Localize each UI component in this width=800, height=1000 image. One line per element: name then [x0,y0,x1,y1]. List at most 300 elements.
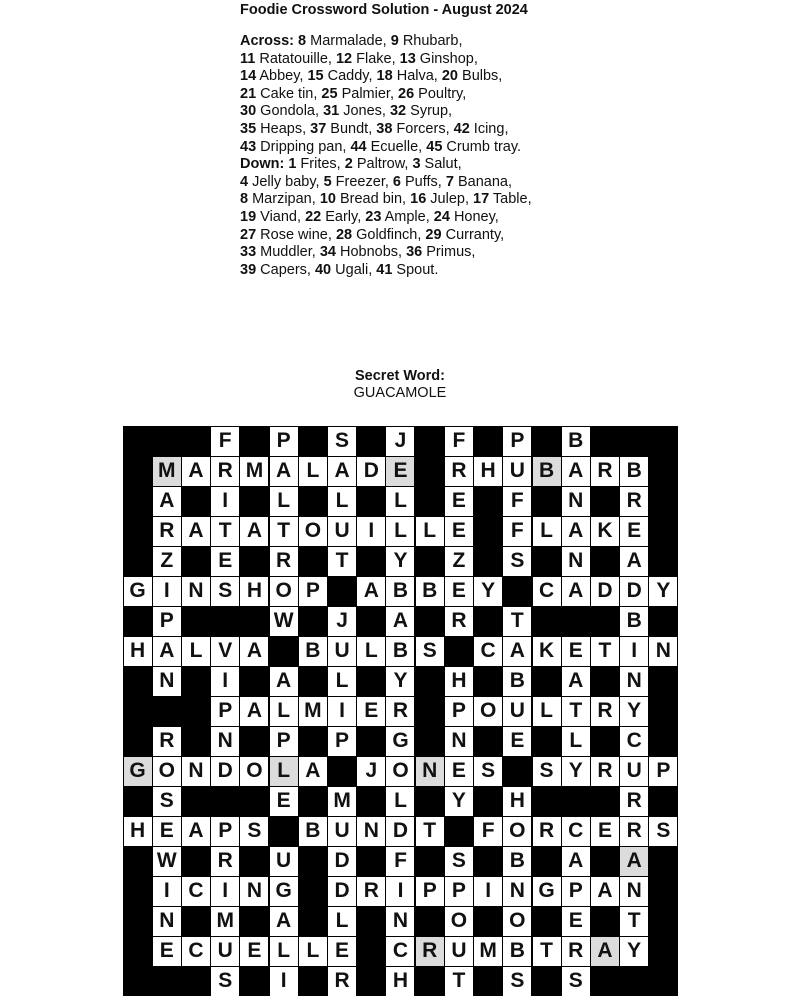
clue-number: 38 [376,120,393,137]
grid-cell: P [270,727,298,756]
grid-cell: E [153,937,181,966]
grid-cell: I [357,517,385,546]
grid-cell: A [562,457,590,486]
clue-number: 35 [240,120,257,137]
grid-cell: A [328,457,356,486]
grid-cell: M [211,907,239,936]
grid-cell: T [328,547,356,576]
grid-cell: P [270,427,298,456]
grid-cell: F [386,847,414,876]
clue-number: 24 [433,208,450,225]
grid-cell: P [445,877,473,906]
grid-cell: L [299,937,327,966]
grid-cell: S [533,757,561,786]
grid-cell: U [620,757,648,786]
clue-number: 32 [389,103,407,120]
clue-answer: Forcers, [392,120,454,137]
grid-cell: C [386,937,414,966]
clue-line [240,139,660,157]
clue-number: 13 [399,50,416,67]
grid-cell: P [299,577,327,606]
grid-cell: P [153,607,181,636]
grid-cell: F [503,517,531,546]
grid-cell: E [445,517,473,546]
clue-number: 3 [412,156,421,173]
grid-cell: I [211,667,239,696]
grid-cell: S [328,427,356,456]
grid-cell: A [182,817,210,846]
clue-answer: Early, [321,208,366,225]
clue-number: 10 [319,191,336,208]
grid-cell: A [357,577,385,606]
grid-cell: R [591,697,619,726]
grid-cell: I [153,877,181,906]
clue-answer: Gondola, [256,103,324,120]
grid-cell: O [386,757,414,786]
grid-cell: A [386,607,414,636]
grid-cell: N [445,727,473,756]
grid-cell: E [445,577,473,606]
grid-cell: H [124,637,152,666]
grid-cell: U [211,937,239,966]
clue-answer: Curranty, [441,226,505,243]
grid-cell: P [416,877,444,906]
grid-cell: Y [649,577,677,606]
grid-cell: V [211,637,239,666]
grid-cell: S [211,967,239,996]
clue-line [240,33,660,51]
grid-cell: E [270,787,298,816]
clue-number: 29 [425,226,442,243]
grid-cell: R [445,607,473,636]
grid-cell: F [503,487,531,516]
clue-number: 2 [344,156,353,173]
clue-number: 20 [441,68,458,85]
clue-answer: Viand, [256,208,306,225]
clue-answer: Crumb tray. [442,138,522,155]
grid-cell: O [503,907,531,936]
grid-cell: M [328,787,356,816]
grid-cell: S [240,817,268,846]
clue-answer: Bread bin, [335,191,411,208]
grid-cell: P [211,817,239,846]
grid-cell: B [503,847,531,876]
grid-cell: N [182,577,210,606]
grid-cell: A [182,517,210,546]
grid-cell: E [562,907,590,936]
grid-cell: N [240,877,268,906]
grid-cell: Z [153,547,181,576]
grid-cell: D [357,457,385,486]
clue-number: 9 [390,33,399,49]
clues-list [240,33,660,279]
grid-cell: D [328,847,356,876]
grid-cell: H [386,967,414,996]
grid-cell: G [533,877,561,906]
grid-cell: O [503,817,531,846]
grid-cell: A [620,547,648,576]
grid-cell: E [620,517,648,546]
clue-number: 17 [473,191,490,208]
clue-answer: Spout. [392,261,439,278]
grid-cell: B [386,577,414,606]
grid-cell: P [562,877,590,906]
grid-cell: L [270,487,298,516]
grid-cell: S [153,787,181,816]
secret-word-label: Secret Word: [355,368,445,384]
grid-cell: N [620,877,648,906]
grid-cell: C [474,637,502,666]
clue-line [240,156,660,174]
grid-cell: L [328,907,356,936]
clue-answer: Freezer, [331,173,393,190]
grid-cell: T [270,517,298,546]
grid-cell: R [211,457,239,486]
grid-cell: H [124,817,152,846]
clue-answer: Goldfinch, [352,226,426,243]
clue-answer: Dripping pan, [256,138,351,155]
grid-cell: L [270,757,298,786]
grid-cell: L [270,697,298,726]
grid-cell: Y [620,937,648,966]
clue-answer: Ginshop, [415,50,478,67]
grid-cell: A [562,847,590,876]
clue-number: 23 [365,208,382,225]
grid-cell: S [503,967,531,996]
clue-answer: Capers, [256,261,315,278]
clue-answer: Ample, [381,208,434,225]
grid-cell: F [445,427,473,456]
clue-answer: Paltrow, [352,156,413,173]
grid-cell: C [182,937,210,966]
grid-cell: U [328,637,356,666]
grid-cell: S [211,577,239,606]
grid-cell: E [591,817,619,846]
grid-cell: L [357,637,385,666]
grid-cell: O [270,577,298,606]
grid-cell: U [328,517,356,546]
grid-cell: C [562,817,590,846]
grid-cell: I [620,637,648,666]
clue-answer: Icing, [469,120,509,137]
clue-line [240,191,660,209]
grid-cell: E [562,637,590,666]
clue-number: 14 [240,68,257,85]
clue-number: 15 [307,68,324,85]
clue-answer: Table, [489,191,532,208]
clue-line [240,121,660,139]
grid-cell: D [386,817,414,846]
clue-answer: Hobnobs, [335,244,407,261]
grid-cell: N [649,637,677,666]
clue-answer: Ugali, [331,261,377,278]
grid-cell: R [591,457,619,486]
clue-number: 33 [240,244,257,261]
clue-number: 30 [240,103,257,120]
grid-cell: O [299,517,327,546]
clue-number: 31 [323,103,340,120]
clue-number: 8 [240,191,249,208]
grid-cell: A [270,667,298,696]
grid-cell: U [445,937,473,966]
clue-answer: Bundt, [326,120,377,137]
clue-answer: Frites, [296,156,345,173]
grid-cell: U [328,817,356,846]
grid-cell: N [357,817,385,846]
grid-cell: B [503,937,531,966]
grid-cell: P [328,727,356,756]
grid-cell: B [386,637,414,666]
clue-number: 34 [319,244,336,261]
grid-cell: I [211,877,239,906]
grid-cell: R [620,817,648,846]
grid-cell: N [416,757,444,786]
grid-cell: I [474,877,502,906]
grid-cell: B [299,637,327,666]
grid-cell: Y [386,667,414,696]
grid-cell: L [386,787,414,816]
grid-cell: E [386,457,414,486]
grid-cell: S [562,967,590,996]
clue-answer: Poultry, [414,85,467,102]
clue-answer: Jones, [339,103,390,120]
grid-cell: S [649,817,677,846]
grid-cell: P [649,757,677,786]
clue-number: Across: 8 [240,33,307,49]
grid-cell: L [416,517,444,546]
grid-cell: U [503,697,531,726]
clue-line [240,86,660,104]
grid-cell: O [474,697,502,726]
grid-cell: T [562,697,590,726]
clue-line [240,262,660,280]
clue-number: 26 [398,85,415,102]
grid-cell: C [620,727,648,756]
clue-answer: Heaps, [256,120,311,137]
grid-cell: L [533,697,561,726]
grid-cell: L [533,517,561,546]
clue-answer: Palmier, [337,85,398,102]
grid-cell: A [620,847,648,876]
grid-cell: Y [562,757,590,786]
grid-cell: R [270,547,298,576]
clue-number: 11 [240,50,256,67]
grid-cell: W [153,847,181,876]
grid-cell: M [240,457,268,486]
grid-cell: S [503,547,531,576]
clue-answer: Halva, [392,68,442,85]
grid-cell: R [591,757,619,786]
grid-cell: I [211,487,239,516]
grid-cell: Y [445,787,473,816]
grid-cell: I [153,577,181,606]
grid-cell: J [328,607,356,636]
grid-cell: E [240,937,268,966]
grid-cell: N [182,757,210,786]
grid-cell: B [562,427,590,456]
clue-answer: Jelly baby, [248,173,324,190]
grid-cell: E [357,697,385,726]
clue-line [240,244,660,262]
grid-cell: D [328,877,356,906]
clue-number: 16 [410,191,427,208]
grid-cell: Y [474,577,502,606]
grid-cell: B [533,457,561,486]
grid-cell: B [620,607,648,636]
grid-cell: H [445,667,473,696]
grid-cell: T [416,817,444,846]
grid-cell: T [533,937,561,966]
grid-cell: A [240,697,268,726]
grid-cell: A [240,637,268,666]
grid-cell: L [562,727,590,756]
grid-cell: L [270,937,298,966]
grid-cell: L [328,667,356,696]
grid-cell: U [503,457,531,486]
grid-cell: E [211,547,239,576]
grid-cell: R [620,487,648,516]
grid-cell: C [182,877,210,906]
grid-cell: B [299,817,327,846]
grid-cell: D [211,757,239,786]
grid-cell: R [620,787,648,816]
grid-cell: P [503,427,531,456]
grid-cell: E [445,757,473,786]
clue-number: 7 [445,173,454,190]
clue-answer: Flake, [352,50,400,67]
grid-cell: I [270,967,298,996]
grid-cell: A [591,877,619,906]
grid-cell: A [299,757,327,786]
grid-cell: N [386,907,414,936]
grid-cell: S [416,637,444,666]
clue-answer: Rose wine, [256,226,336,243]
grid-cell: J [357,757,385,786]
clue-answer: Puffs, [400,173,446,190]
grid-cell: H [474,457,502,486]
grid-cell: P [445,697,473,726]
grid-cell: L [182,637,210,666]
grid-cell: P [211,697,239,726]
clue-line [240,68,660,86]
clue-answer: Muddler, [256,244,320,261]
grid-cell: T [503,607,531,636]
grid-cell: C [533,577,561,606]
clue-number: 4 [240,173,249,190]
grid-cell: U [270,847,298,876]
grid-cell: J [386,427,414,456]
clue-number: 19 [240,208,257,225]
clue-number: 18 [376,68,393,85]
clue-number: 12 [335,50,353,67]
clue-answer: Marzipan, [248,191,320,208]
clue-number: 22 [305,208,322,225]
clue-line [240,209,660,227]
clue-number: 28 [335,226,353,243]
grid-cell: B [620,457,648,486]
grid-cell: A [153,487,181,516]
grid-cell: R [211,847,239,876]
grid-cell: A [591,937,619,966]
grid-cell: L [386,517,414,546]
clue-answer: Honey, [449,208,499,225]
clue-answer: Bulbs, [458,68,503,85]
grid-cell: R [153,727,181,756]
grid-cell: F [474,817,502,846]
clue-number: 40 [314,261,332,278]
grid-cell: E [445,487,473,516]
grid-cell: E [153,817,181,846]
clue-number: 6 [392,173,401,190]
grid-cell: D [591,577,619,606]
grid-cell: S [445,847,473,876]
clue-line [240,51,660,69]
clue-answer: Primus, [422,244,476,261]
clue-number: 5 [323,173,332,190]
grid-cell: R [416,937,444,966]
grid-cell: A [562,517,590,546]
grid-cell: K [591,517,619,546]
grid-cell: R [153,517,181,546]
grid-cell: I [328,697,356,726]
grid-cell: G [124,757,152,786]
clue-answer: Caddy, [323,68,377,85]
clue-answer: Syrup, [406,103,453,120]
clue-number: 37 [310,120,327,137]
grid-cell: R [357,877,385,906]
grid-cell: Y [620,697,648,726]
clue-number: 44 [350,138,367,155]
grid-cell: N [503,877,531,906]
grid-cell: R [386,697,414,726]
clue-number: 21 [240,85,257,102]
grid-cell: O [240,757,268,786]
grid-cell: A [240,517,268,546]
grid-cell: G [124,577,152,606]
grid-cell: M [153,457,181,486]
clue-answer: Abbey, [256,68,308,85]
clue-number: 41 [376,261,393,278]
grid-cell: G [270,877,298,906]
grid-cell: T [620,907,648,936]
grid-cell: A [153,637,181,666]
grid-cell: B [416,577,444,606]
grid-cell: T [445,967,473,996]
grid-cell: M [474,937,502,966]
grid-cell: A [182,457,210,486]
clue-answer: Ecuelle, [366,138,427,155]
clue-line [240,103,660,121]
grid-cell: D [620,577,648,606]
grid-cell: E [503,727,531,756]
clue-answer: Salut, [420,156,462,173]
grid-cell: A [562,577,590,606]
clue-answer: Banana, [453,173,512,190]
clue-number: 39 [240,261,257,278]
clue-answer: Rhubarb, [398,33,463,49]
clue-number: 45 [426,138,443,155]
clue-line [240,174,660,192]
grid-cell: N [153,907,181,936]
grid-cell: A [503,637,531,666]
grid-cell: W [270,607,298,636]
grid-cell: I [386,877,414,906]
grid-cell: G [386,727,414,756]
grid-cell: S [474,757,502,786]
grid-cell: T [591,637,619,666]
grid-cell: R [533,817,561,846]
grid-cell: R [328,967,356,996]
